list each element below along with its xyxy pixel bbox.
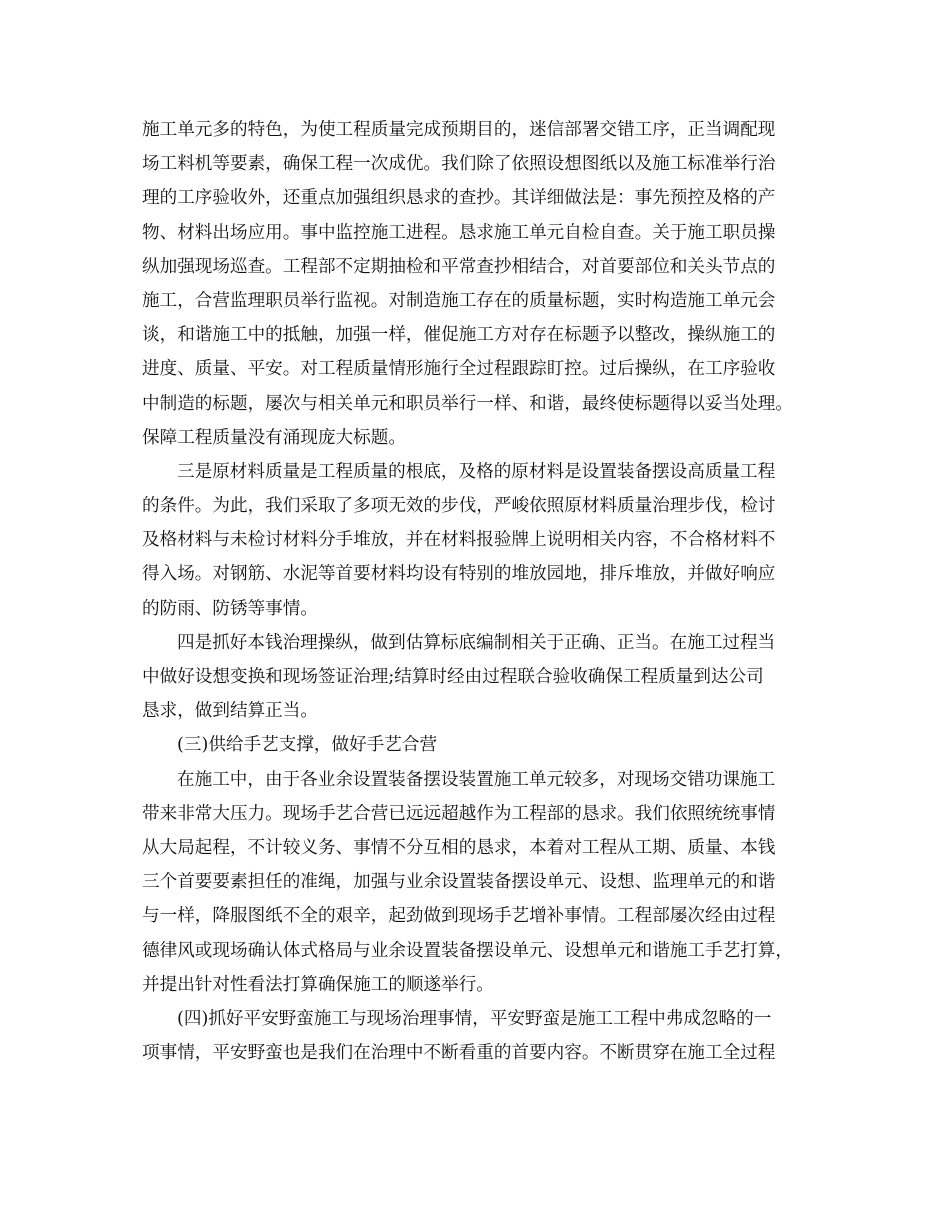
text-line: 四是抓好本钱治理操纵，做到估算标底编制相关于正确、正当。在施工过程当 <box>177 632 776 653</box>
text-line: (三)供给手艺支撑，做好手艺合营 <box>177 735 438 756</box>
text-line: 施工单元多的特色，为使工程质量完成预期目的，迷信部署交错工序，正当调配现 <box>142 120 776 140</box>
text-line: 得入场。对钢筋、水泥等首要材料均设有特别的堆放园地，排斥堆放，并做好响应 <box>142 564 776 585</box>
text-line: 三是原材料质量是工程质量的根底，及格的原材料是设置装备摆设高质量工程 <box>177 461 776 482</box>
text-line: 在施工中，由于各业余设置装备摆设装置施工单元较多，对现场交错功课施工 <box>177 769 776 790</box>
text-line: 恳求，做到结算正当。 <box>142 701 318 722</box>
text-line: 的防雨、防锈等事情。 <box>142 598 318 619</box>
document-body <box>142 113 828 1070</box>
paragraph <box>142 113 828 455</box>
paragraph <box>142 1002 828 1070</box>
text-line: 谈，和谐施工中的抵触，加强一样，催促施工方对存在标题予以整改，操纵施工的 <box>142 325 776 346</box>
text-line: 保障工程质量没有涌现庞大标题。 <box>142 427 406 448</box>
text-line: 德律风或现场确认体式格局与业余设置装备摆设单元、设想单元和谐施工手艺打算， <box>142 940 793 961</box>
text-line: 及格材料与未检讨材料分手堆放，并在材料报验牌上说明相关内容，不合格材料不 <box>142 530 776 551</box>
text-line: 理的工序验收外，还重点加强组织恳求的查抄。其详细做法是：事先预控及格的产 <box>142 188 776 209</box>
paragraph <box>142 763 828 1002</box>
text-line: 中制造的标题，屡次与相关单元和职员举行一样、和谐，最终使标题得以妥当处理。 <box>142 393 793 414</box>
paragraph <box>142 626 828 729</box>
text-line: 施工，合营监理职员举行监视。对制造施工存在的质量标题，实时构造施工单元会 <box>142 290 776 311</box>
text-line: 物、材料出场应用。事中监控施工进程。恳求施工单元自检自查。关于施工职员操 <box>142 222 776 243</box>
text-line: 场工料机等要素，确保工程一次成优。我们除了依照设想图纸以及施工标准举行治 <box>142 154 776 175</box>
text-line: 带来非常大压力。现场手艺合营已远远超越作为工程部的恳求。我们依照统统事情 <box>142 803 776 824</box>
text-line: 并提出针对性看法打算确保施工的顺遂举行。 <box>142 974 494 995</box>
text-line: 进度、质量、平安。对工程质量情形施行全过程跟踪盯控。过后操纵，在工序验收 <box>142 359 776 380</box>
text-line: 的条件。为此，我们采取了多项无效的步伐，严峻依照原材料质量治理步伐，检讨 <box>142 496 776 517</box>
text-line: 纵加强现场巡查。工程部不定期抽检和平常查抄相结合，对首要部位和关头节点的 <box>142 256 776 277</box>
text-line: (四)抓好平安野蛮施工与现场治理事情，平安野蛮是施工工程中弗成忽略的一 <box>177 1008 772 1029</box>
text-line: 与一样，降服图纸不全的艰辛，起劲做到现场手艺增补事情。工程部屡次经由过程 <box>142 906 776 927</box>
paragraph <box>142 455 828 626</box>
text-line: 三个首要要素担任的准绳，加强与业余设置装备摆设单元、设想、监理单元的和谐 <box>142 872 776 893</box>
text-line: 中做好设想变换和现场签证治理;结算时经由过程联合验收确保工程质量到达公司 <box>142 667 764 687</box>
text-line: 从大局起程，不计较义务、事情不分互相的恳求，本着对工程从工期、质量、本钱 <box>142 837 776 858</box>
text-line: 项事情，平安野蛮也是我们在治理中不断看重的首要内容。不断贯穿在施工全过程 <box>142 1043 776 1064</box>
paragraph <box>142 728 828 762</box>
